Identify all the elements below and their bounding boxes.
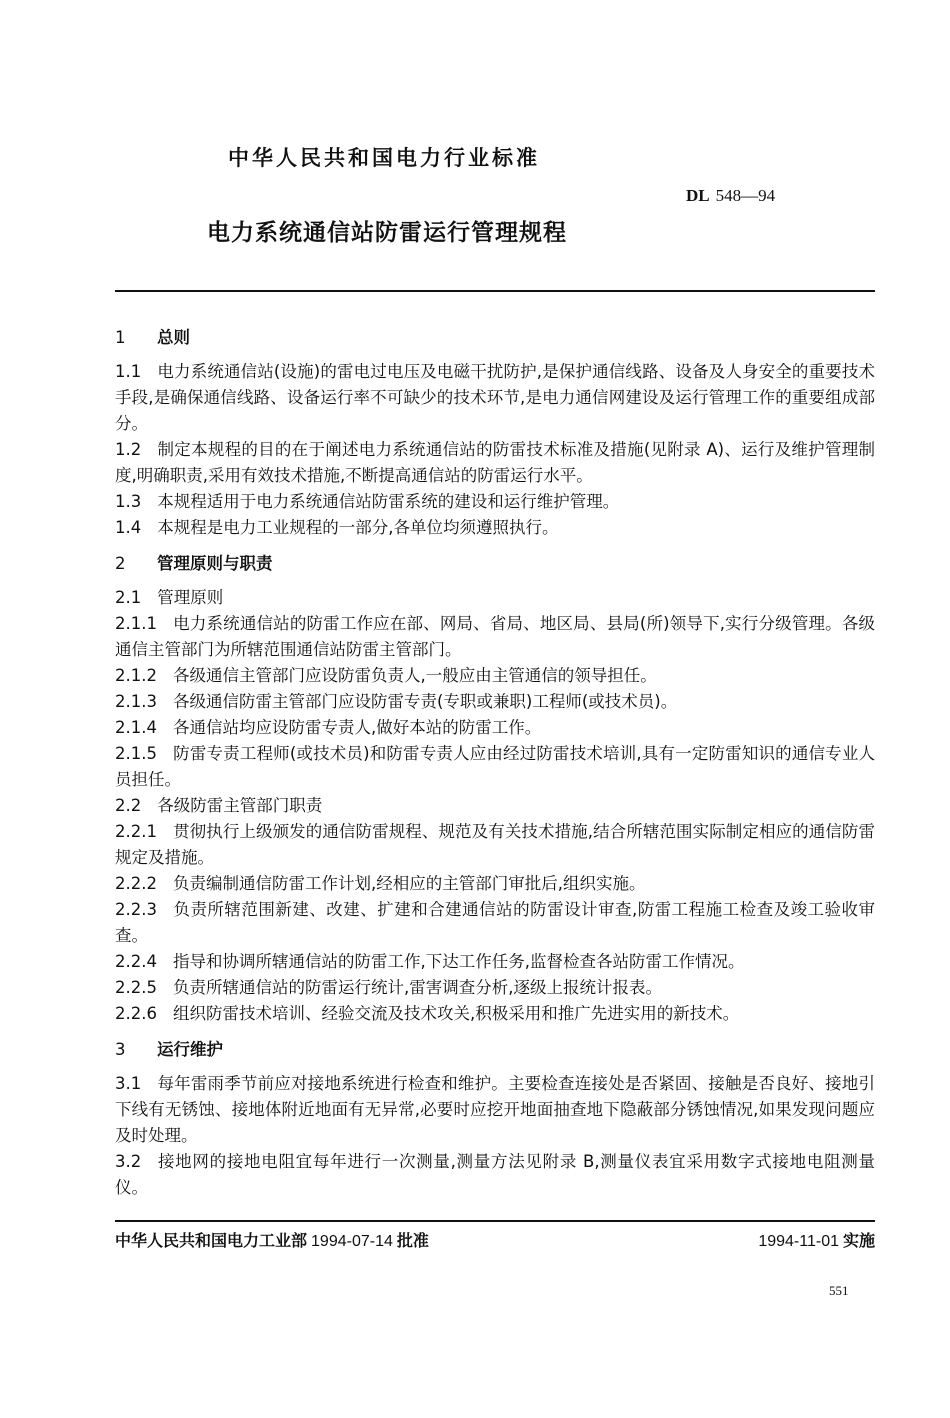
document-title: 电力系统通信站防雷运行管理规程 [207, 220, 567, 246]
clause-number: 2.1.5 [115, 744, 157, 763]
section-heading [115, 325, 875, 351]
clause-number: 2.2.4 [115, 952, 157, 971]
section-heading [115, 1037, 875, 1063]
clause [115, 1071, 875, 1149]
standard-category: 中华人民共和国电力行业标准 [228, 146, 540, 170]
clause [115, 975, 875, 1001]
clause-number: 1.3 [115, 492, 142, 511]
clause [115, 715, 875, 741]
clause-number: 2.1.4 [115, 718, 157, 737]
clause-text: 各级通信主管部门应设防雷负责人,一般应由主管通信的领导担任。 [172, 666, 657, 685]
section-number: 2 [115, 554, 126, 573]
clause-text: 接地网的接地电阻宜每年进行一次测量,测量方法见附录 B,测量仪表宜采用数字式接地电阻测量仪。 [115, 1152, 875, 1197]
clause-number: 1.4 [115, 518, 142, 537]
clause-text: 本规程是电力工业规程的一部分,各单位均须遵照执行。 [157, 518, 559, 537]
clause-number: 1.1 [115, 362, 142, 381]
clause-text: 负责编制通信防雷工作计划,经相应的主管部门审批后,组织实施。 [172, 874, 646, 893]
standard-number: 548—94 [715, 186, 776, 205]
standard-prefix: DL [686, 186, 710, 205]
clause-number: 2.2.5 [115, 978, 157, 997]
clause-number: 2.1.2 [115, 666, 157, 685]
clause-text: 电力系统通信站的防雷工作应在部、网局、省局、地区局、县局(所)领导下,实行分级管理。各级通信主管部门为所辖范围通信站防雷主管部门。 [115, 614, 875, 659]
footer-divider [115, 1220, 875, 1222]
clause-text: 本规程适用于电力系统通信站防雷系统的建设和运行维护管理。 [157, 492, 620, 511]
clause-number: 2.2.3 [115, 900, 157, 919]
clause-number: 1.2 [115, 440, 142, 459]
clause [115, 949, 875, 975]
approval-date: 1994-07-14 [311, 1233, 393, 1250]
clause-number: 2.2.1 [115, 822, 157, 841]
section-title: 运行维护 [157, 1040, 223, 1059]
section-number: 3 [115, 1040, 126, 1059]
clause-text: 负责所辖通信站的防雷运行统计,雷害调查分析,逐级上报统计报表。 [172, 978, 662, 997]
effective-label: 实施 [842, 1231, 875, 1250]
clause [115, 689, 875, 715]
clause [115, 663, 875, 689]
section-spacer [115, 1201, 875, 1211]
clause [115, 741, 875, 793]
page-number: 551 [829, 1283, 849, 1298]
clause [115, 819, 875, 871]
approval-line [115, 1228, 429, 1251]
clause-number: 2.1.1 [115, 614, 157, 633]
clause-text: 各级防雷主管部门职责 [157, 796, 323, 815]
effective-line [758, 1228, 875, 1251]
clause-number: 2.1 [115, 588, 142, 607]
subsection-heading [115, 585, 875, 611]
clause-text: 电力系统通信站(设施)的雷电过电压及电磁干扰防护,是保护通信线路、设备及人身安全的重要技术手段,是确保通信线路、设备运行率不可缺少的技术环节,是电力通信网建设及运行管理工作的重要组成部分。 [115, 362, 875, 433]
clause-text: 每年雷雨季节前应对接地系统进行检查和维护。主要检查连接处是否紧固、接触是否良好、接地引下线有无锈蚀、接地体附近地面有无异常,必要时应挖开地面抽查地下隐蔽部分锈蚀情况,如果发现问题应及时处理。 [115, 1074, 875, 1145]
clause-text: 各级通信防雷主管部门应设防雷专责(专职或兼职)工程师(或技术员)。 [172, 692, 678, 711]
clause-text: 指导和协调所辖通信站的防雷工作,下达工作任务,监督检查各站防雷工作情况。 [172, 952, 745, 971]
section-number: 1 [115, 328, 126, 347]
clause [115, 611, 875, 663]
section-spacer [115, 541, 875, 551]
section-spacer [115, 1027, 875, 1037]
issuer: 中华人民共和国电力工业部 [115, 1231, 308, 1250]
clause [115, 489, 875, 515]
clause-text: 组织防雷技术培训、经验交流及技术攻关,积极采用和推广先进实用的新技术。 [172, 1004, 740, 1023]
section-title: 总则 [157, 328, 190, 347]
clause-text: 各通信站均应设防雷专责人,做好本站的防雷工作。 [172, 718, 542, 737]
clause [115, 1001, 875, 1027]
clause-number: 2.1.3 [115, 692, 157, 711]
header-divider [115, 290, 875, 292]
clause-text: 制定本规程的目的在于阐述电力系统通信站的防雷技术标准及措施(见附录 A)、运行及维护管理制度,明确职责,采用有效技术措施,不断提高通信站的防雷运行水平。 [115, 440, 875, 485]
document-body [115, 325, 875, 1211]
clause-text: 管理原则 [157, 588, 224, 607]
subsection-heading [115, 793, 875, 819]
clause-text: 贯彻执行上级颁发的通信防雷规程、规范及有关技术措施,结合所辖范围实际制定相应的通信防雷规定及措施。 [115, 822, 875, 867]
clause [115, 359, 875, 437]
clause-number: 3.2 [115, 1152, 142, 1171]
section-heading [115, 551, 875, 577]
clause [115, 1149, 875, 1201]
clause-number: 2.2.6 [115, 1004, 157, 1023]
clause [115, 897, 875, 949]
approval-label: 批准 [396, 1231, 429, 1250]
section-title: 管理原则与职责 [157, 554, 273, 573]
clause [115, 871, 875, 897]
clause-text: 负责所辖范围新建、改建、扩建和合建通信站的防雷设计审查,防雷工程施工检查及竣工验收审查。 [115, 900, 875, 945]
clause-number: 2.2 [115, 796, 142, 815]
clause [115, 437, 875, 489]
effective-date: 1994-11-01 [758, 1233, 839, 1250]
standard-code [686, 186, 775, 206]
clause-number: 2.2.2 [115, 874, 157, 893]
clause-text: 防雷专责工程师(或技术员)和防雷专责人应由经过防雷技术培训,具有一定防雷知识的通信专业人员担任。 [115, 744, 875, 789]
clause [115, 515, 875, 541]
clause-number: 3.1 [115, 1074, 142, 1093]
